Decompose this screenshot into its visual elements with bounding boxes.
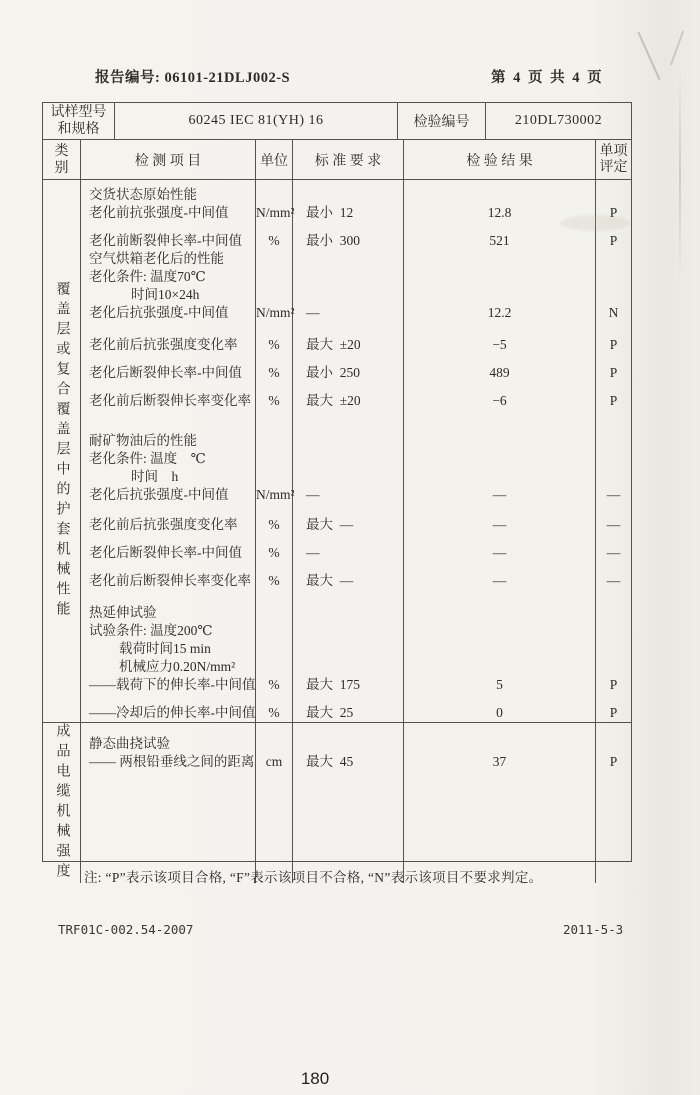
unit-cell xyxy=(256,354,293,364)
result-cell xyxy=(404,590,596,604)
table-row xyxy=(81,268,631,286)
unit-cell xyxy=(256,410,293,432)
table-row xyxy=(81,676,631,694)
unit-cell xyxy=(256,640,293,658)
unit-cell: % xyxy=(256,392,293,410)
item-cell: 老化前后抗张强度变化率 xyxy=(81,336,256,354)
unit-cell: % xyxy=(256,364,293,382)
table-group xyxy=(43,723,631,883)
item-cell: —— 两根铅垂线之间的距离 xyxy=(81,753,256,771)
item-cell: 静态曲挠试验 xyxy=(81,735,256,753)
standard-cell xyxy=(293,622,404,640)
unit-cell xyxy=(256,432,293,450)
spacer-row xyxy=(81,590,631,604)
result-cell: 12.2 xyxy=(404,304,596,322)
standard-cell xyxy=(293,250,404,268)
column-header-standard: 标 准 要 求 xyxy=(293,140,404,179)
standard-cell xyxy=(293,694,404,704)
standard-cell xyxy=(293,534,404,544)
verdict-cell xyxy=(596,468,631,486)
table-row xyxy=(81,658,631,676)
result-cell xyxy=(404,410,596,432)
result-cell: — xyxy=(404,544,596,562)
report-date: 2011-5-3 xyxy=(563,922,624,937)
item-cell xyxy=(81,723,256,735)
spacer-row xyxy=(81,354,631,364)
item-cell: 空气烘箱老化后的性能 xyxy=(81,250,256,268)
item-cell xyxy=(81,222,256,232)
unit-cell xyxy=(256,286,293,304)
scan-artifact-mark xyxy=(638,32,661,80)
spacer-row xyxy=(81,322,631,336)
column-header-verdict xyxy=(596,140,631,179)
item-cell: 老化条件: 温度70℃ xyxy=(81,268,256,286)
unit-cell xyxy=(256,450,293,468)
table-row xyxy=(81,432,631,450)
standard-cell xyxy=(293,640,404,658)
result-cell xyxy=(404,562,596,572)
item-cell: 机械应力0.20N/mm² xyxy=(81,658,256,676)
item-cell: 热延伸试验 xyxy=(81,604,256,622)
report-number-label: 报告编号: xyxy=(95,70,161,86)
unit-cell xyxy=(256,250,293,268)
standard-cell xyxy=(293,410,404,432)
item-cell xyxy=(81,694,256,704)
verdict-header-line1: 单项 xyxy=(599,143,628,159)
unit-cell: % xyxy=(256,544,293,562)
scan-artifact-edge xyxy=(679,70,681,280)
result-cell xyxy=(404,640,596,658)
item-cell: 老化前后断裂伸长率变化率 xyxy=(81,392,256,410)
verdict-cell xyxy=(596,658,631,676)
report-number-line xyxy=(95,66,290,87)
item-cell xyxy=(81,562,256,572)
group-rows xyxy=(81,723,631,883)
verdict-cell xyxy=(596,382,631,392)
table-row xyxy=(81,622,631,640)
standard-cell xyxy=(293,604,404,622)
item-cell: 老化条件: 温度 ℃ xyxy=(81,450,256,468)
verdict-cell: — xyxy=(606,517,621,532)
spacer-row xyxy=(81,534,631,544)
verdict-cell xyxy=(596,286,631,304)
item-cell xyxy=(81,382,256,392)
result-cell: — xyxy=(404,486,596,504)
result-cell xyxy=(404,250,596,268)
item-cell: 老化前断裂伸长率-中间值 xyxy=(81,232,256,250)
document-code: TRF01C-002.54-2007 xyxy=(58,922,194,937)
result-cell: 0 xyxy=(404,704,596,722)
spacer-row xyxy=(81,562,631,572)
table-row xyxy=(81,450,631,468)
verdict-cell: P xyxy=(609,705,618,720)
standard-cell xyxy=(293,723,404,735)
verdict-cell: N xyxy=(608,305,619,320)
verdict-cell xyxy=(596,322,631,336)
category-label: 成品电缆机械强度 xyxy=(54,723,70,883)
table-row xyxy=(81,544,631,562)
sample-label-cell xyxy=(43,103,115,139)
standard-cell xyxy=(293,562,404,572)
verdict-cell xyxy=(596,562,631,572)
sample-value-cell: 60245 IEC 81(YH) 16 xyxy=(115,103,398,139)
sample-label-line1: 试样型号 xyxy=(50,105,107,120)
verdict-cell xyxy=(596,723,631,735)
standard-cell: 最大 — xyxy=(293,572,404,590)
unit-cell: % xyxy=(256,572,293,590)
item-cell: 老化前抗张强度-中间值 xyxy=(81,204,256,222)
standard-cell xyxy=(293,286,404,304)
result-cell: — xyxy=(404,572,596,590)
verdict-cell xyxy=(596,410,631,432)
unit-cell xyxy=(256,504,293,516)
table-row xyxy=(81,304,631,322)
standard-cell: 最大 — xyxy=(293,516,404,534)
result-cell xyxy=(404,622,596,640)
unit-cell xyxy=(256,562,293,572)
category-cell xyxy=(43,180,81,722)
unit-cell xyxy=(256,694,293,704)
standard-cell xyxy=(293,222,404,232)
category-cell xyxy=(43,723,81,883)
unit-cell xyxy=(256,658,293,676)
verdict-cell xyxy=(596,590,631,604)
scan-artifact-smudge xyxy=(560,215,630,231)
standard-cell: 最大 45 xyxy=(293,753,404,771)
table-row xyxy=(81,516,631,534)
item-cell xyxy=(81,590,256,604)
unit-cell: N/mm² xyxy=(256,205,295,220)
standard-cell xyxy=(293,268,404,286)
standard-cell: 最小 12 xyxy=(293,204,404,222)
item-cell: 老化前后断裂伸长率变化率 xyxy=(81,572,256,590)
table-row xyxy=(81,704,631,722)
verdict-header-line2: 评定 xyxy=(599,159,628,175)
verdict-cell: P xyxy=(609,393,618,408)
result-cell xyxy=(404,534,596,544)
result-cell xyxy=(404,186,596,204)
unit-cell: % xyxy=(256,516,293,534)
verdict-cell: P xyxy=(609,337,618,352)
standard-cell xyxy=(293,658,404,676)
item-cell: 老化后断裂伸长率-中间值 xyxy=(81,364,256,382)
table-row xyxy=(81,468,631,486)
verdict-cell xyxy=(596,771,631,883)
result-cell xyxy=(404,723,596,735)
standard-cell xyxy=(293,354,404,364)
item-cell xyxy=(81,410,256,432)
standard-cell xyxy=(293,322,404,336)
unit-cell xyxy=(256,322,293,336)
spacer-row xyxy=(81,723,631,735)
sample-info-row xyxy=(43,103,631,140)
item-cell: 老化后断裂伸长率-中间值 xyxy=(81,544,256,562)
verdict-cell xyxy=(596,534,631,544)
unit-cell xyxy=(256,468,293,486)
column-header-row xyxy=(43,140,631,180)
unit-cell xyxy=(256,382,293,392)
result-cell: −6 xyxy=(404,392,596,410)
standard-cell xyxy=(293,382,404,392)
table-row xyxy=(81,336,631,354)
standard-cell: — xyxy=(293,486,404,504)
unit-cell xyxy=(256,590,293,604)
result-cell xyxy=(404,468,596,486)
table-row xyxy=(81,392,631,410)
standard-cell xyxy=(293,186,404,204)
standard-cell xyxy=(293,432,404,450)
result-cell: 12.8 xyxy=(404,204,596,222)
item-cell xyxy=(81,534,256,544)
report-number-value: 06101-21DLJ002-S xyxy=(164,70,291,86)
item-cell: 时间 h xyxy=(81,468,256,486)
table-group xyxy=(43,180,631,723)
verdict-cell xyxy=(596,268,631,286)
verdict-cell xyxy=(596,604,631,622)
verdict-cell: P xyxy=(609,205,618,220)
verdict-cell: P xyxy=(609,754,618,769)
table-row xyxy=(81,286,631,304)
standard-cell xyxy=(293,468,404,486)
unit-cell xyxy=(256,604,293,622)
item-cell xyxy=(81,354,256,364)
result-cell: 5 xyxy=(404,676,596,694)
column-header-category xyxy=(43,140,81,179)
unit-cell: cm xyxy=(256,753,293,771)
verdict-cell xyxy=(596,450,631,468)
standard-cell: 最大 ±20 xyxy=(293,392,404,410)
standard-cell xyxy=(293,450,404,468)
unit-cell xyxy=(256,534,293,544)
column-header-unit: 单位 xyxy=(256,140,293,179)
spacer-row xyxy=(81,382,631,392)
spacer-row xyxy=(81,694,631,704)
result-cell xyxy=(404,604,596,622)
item-cell: 老化后抗张强度-中间值 xyxy=(81,486,256,504)
result-cell: — xyxy=(404,516,596,534)
verdict-cell: P xyxy=(609,677,618,692)
result-cell xyxy=(404,450,596,468)
result-cell xyxy=(404,658,596,676)
item-cell: 老化后抗张强度-中间值 xyxy=(81,304,256,322)
inspection-number-value-cell: 210DL730002 xyxy=(514,113,603,128)
legend-note: 注: “P”表示该项目合格, “F”表示该项目不合格, “N”表示该项目不要求判定。 xyxy=(84,870,543,885)
unit-cell: % xyxy=(256,704,293,722)
table-row xyxy=(81,604,631,622)
column-header-result: 检 验 结 果 xyxy=(404,140,596,179)
inspection-number-label-cell: 检验编号 xyxy=(398,103,486,139)
item-cell: ——载荷下的伸长率-中间值 xyxy=(81,676,256,694)
item-cell: 交货状态原始性能 xyxy=(81,186,256,204)
verdict-cell: — xyxy=(606,487,621,502)
verdict-cell xyxy=(596,622,631,640)
item-cell: 耐矿物油后的性能 xyxy=(81,432,256,450)
verdict-cell xyxy=(596,735,631,753)
table-row xyxy=(81,204,631,222)
verdict-cell: P xyxy=(609,365,618,380)
unit-cell: N/mm² xyxy=(256,305,295,320)
category-label: 覆盖层或复合覆盖层中的护套机械性能 xyxy=(54,281,70,621)
result-cell: 37 xyxy=(404,753,596,771)
result-cell xyxy=(404,504,596,516)
table-row xyxy=(81,250,631,268)
category-header-line2: 别 xyxy=(54,160,69,176)
result-cell: −5 xyxy=(404,336,596,354)
verdict-cell: P xyxy=(609,233,618,248)
item-cell: ——冷却后的伸长率-中间值 xyxy=(81,704,256,722)
result-cell xyxy=(404,735,596,753)
standard-cell: 最大 175 xyxy=(293,676,404,694)
verdict-cell xyxy=(596,250,631,268)
table-row xyxy=(81,640,631,658)
verdict-cell: — xyxy=(606,545,621,560)
table-row xyxy=(81,735,631,753)
verdict-cell xyxy=(596,640,631,658)
unit-cell xyxy=(256,186,293,204)
table-row xyxy=(81,572,631,590)
verdict-cell: — xyxy=(606,573,621,588)
result-cell xyxy=(404,694,596,704)
unit-cell xyxy=(256,723,293,735)
unit-cell xyxy=(256,735,293,753)
group-rows xyxy=(81,180,631,722)
standard-cell: — xyxy=(293,544,404,562)
unit-cell: % xyxy=(256,232,293,250)
verdict-cell xyxy=(596,694,631,704)
unit-cell xyxy=(256,222,293,232)
standard-cell: — xyxy=(293,304,404,322)
standard-cell: 最小 300 xyxy=(293,232,404,250)
item-cell: 老化前后抗张强度变化率 xyxy=(81,516,256,534)
verdict-cell xyxy=(596,186,631,204)
unit-cell: % xyxy=(256,336,293,354)
result-cell xyxy=(404,268,596,286)
spacer-row xyxy=(81,222,631,232)
unit-cell xyxy=(256,622,293,640)
spacer-row xyxy=(81,504,631,516)
result-cell xyxy=(404,432,596,450)
item-cell xyxy=(81,504,256,516)
page-number: 180 xyxy=(300,1069,330,1088)
column-header-item: 检 测 项 目 xyxy=(81,140,256,179)
item-cell: 载荷时间15 min xyxy=(81,640,256,658)
scan-artifact-mark xyxy=(670,31,684,66)
standard-cell xyxy=(293,735,404,753)
standard-cell: 最大 ±20 xyxy=(293,336,404,354)
item-cell xyxy=(81,322,256,336)
sample-label-line2: 和规格 xyxy=(57,122,100,137)
table-row xyxy=(81,753,631,771)
standard-cell: 最大 25 xyxy=(293,704,404,722)
result-cell: 489 xyxy=(404,364,596,382)
standard-cell: 最小 250 xyxy=(293,364,404,382)
standard-cell xyxy=(293,590,404,604)
result-cell xyxy=(404,322,596,336)
result-cell xyxy=(404,286,596,304)
table-row xyxy=(81,232,631,250)
table-row xyxy=(81,486,631,504)
unit-cell xyxy=(256,268,293,286)
result-cell xyxy=(404,354,596,364)
page-indicator: 第 4 页 共 4 页 xyxy=(491,70,604,86)
item-cell: 试验条件: 温度200℃ xyxy=(81,622,256,640)
verdict-cell xyxy=(596,432,631,450)
verdict-cell xyxy=(596,354,631,364)
table-row xyxy=(81,186,631,204)
item-cell: 时间10×24h xyxy=(81,286,256,304)
standard-cell xyxy=(293,504,404,516)
result-cell: 521 xyxy=(404,232,596,250)
spacer-row xyxy=(81,410,631,432)
unit-cell: % xyxy=(256,676,293,694)
table-row xyxy=(81,364,631,382)
verdict-cell xyxy=(596,504,631,516)
category-header-line1: 类 xyxy=(54,143,69,159)
result-cell xyxy=(404,382,596,392)
unit-cell: N/mm² xyxy=(256,487,295,502)
